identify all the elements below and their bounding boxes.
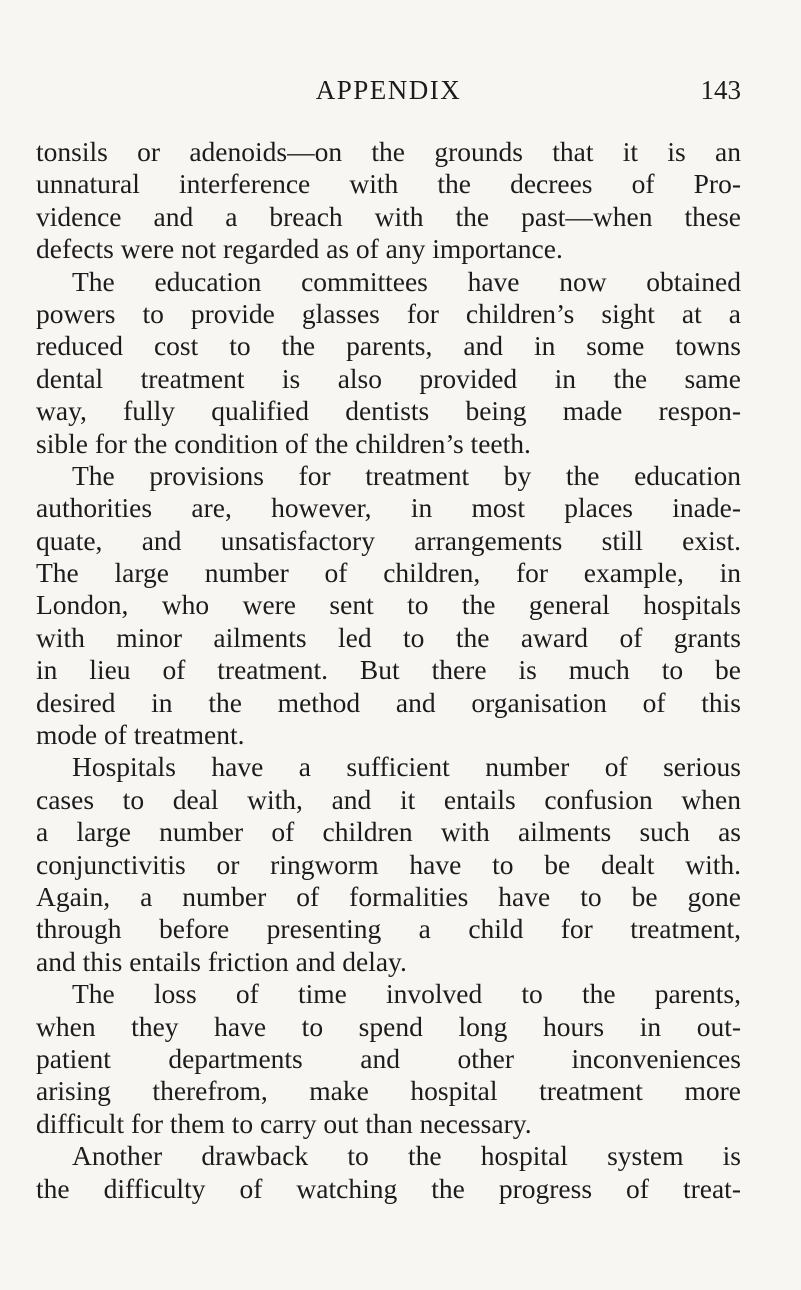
text-line: patient departments and other inconveniences	[36, 1042, 741, 1074]
text-line: unnatural interference with the decrees of Pro-	[36, 168, 741, 200]
body-text	[36, 136, 741, 1205]
text-line: reduced cost to the parents, and in some towns	[36, 330, 741, 362]
page-number: 143	[700, 75, 741, 105]
text-line: cases to deal with, and it entails confusion when	[36, 783, 741, 815]
text-line: Again, a number of formalities have to be gone	[36, 880, 741, 912]
text-line: the difficulty of watching the progress of treat-	[36, 1172, 741, 1204]
text-line: conjunctivitis or ringworm have to be dealt with.	[36, 848, 741, 880]
text-line: vidence and a breach with the past—when these	[36, 200, 741, 232]
text-line: arising therefrom, make hospital treatment more	[36, 1075, 741, 1107]
text-line: way, fully qualified dentists being made respon-	[36, 395, 741, 427]
text-line: The loss of time involved to the parents,	[72, 978, 741, 1010]
text-line: mode of treatment.	[36, 719, 245, 751]
text-line: difficult for them to carry out than necessary.	[36, 1107, 532, 1139]
running-head	[36, 75, 741, 115]
text-line: authorities are, however, in most places inade-	[36, 492, 741, 524]
text-line: with minor ailments led to the award of grants	[36, 621, 741, 653]
text-line: in lieu of treatment. But there is much to be	[36, 654, 741, 686]
text-line: Another drawback to the hospital system is	[72, 1140, 741, 1172]
text-line: a large number of children with ailments such as	[36, 816, 741, 848]
text-line: dental treatment is also provided in the same	[36, 362, 741, 394]
text-line: tonsils or adenoids—on the grounds that it is an	[36, 136, 741, 167]
text-line: The education committees have now obtained	[72, 265, 741, 297]
text-line: sible for the condition of the children’s teeth.	[36, 427, 531, 459]
text-line: when they have to spend long hours in out-	[36, 1010, 741, 1042]
text-line: London, who were sent to the general hospitals	[36, 589, 741, 621]
running-title: APPENDIX	[315, 75, 462, 105]
text-line: through before presenting a child for treatment,	[36, 913, 741, 945]
text-line: quate, and unsatisfactory arrangements still exist.	[36, 524, 741, 556]
text-line: desired in the method and organisation of this	[36, 686, 741, 718]
text-line: powers to provide glasses for children’s sight at a	[36, 297, 741, 329]
text-line: The large number of children, for example, in	[36, 557, 741, 589]
text-line: Hospitals have a sufficient number of serious	[72, 751, 741, 783]
text-line: defects were not regarded as of any importance.	[36, 233, 563, 265]
text-line: and this entails friction and delay.	[36, 945, 407, 977]
text-line: The provisions for treatment by the education	[72, 459, 741, 491]
